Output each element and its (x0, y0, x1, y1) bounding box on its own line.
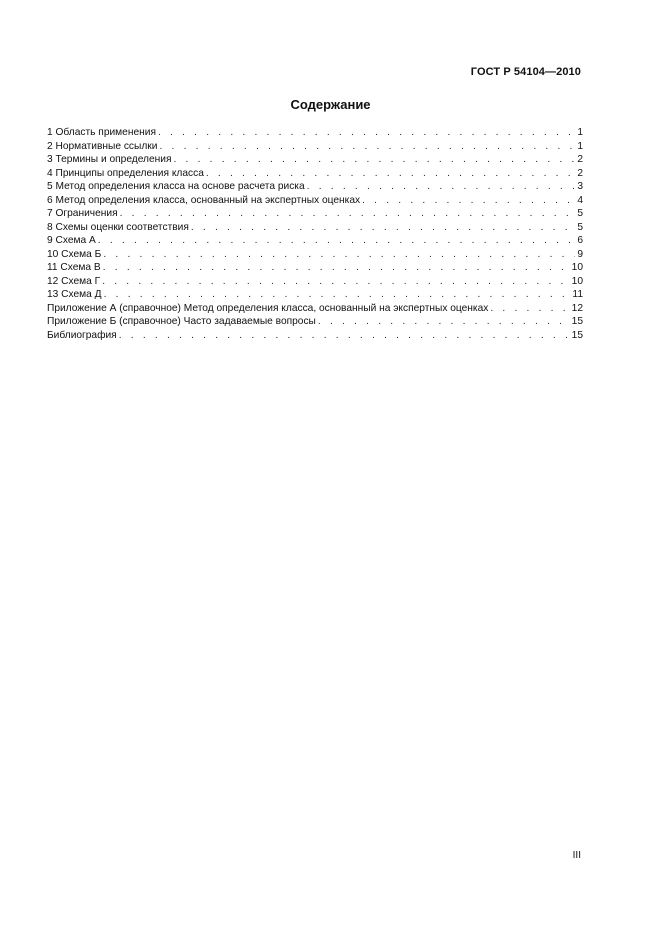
page-number: III (572, 850, 581, 861)
toc-entry[interactable] (47, 194, 583, 208)
toc-entry-page: 2 (577, 167, 583, 179)
toc-entry[interactable] (47, 315, 583, 329)
toc-entry-page: 2 (577, 154, 583, 165)
toc-entry-label: 10 Схема Б (47, 248, 102, 260)
toc-entry-page: 11 (572, 289, 583, 300)
toc-entry-page: 1 (577, 127, 583, 138)
toc-leader-dots (173, 153, 575, 167)
toc-leader-dots (159, 140, 575, 154)
toc-entry-label: 11 Схема В (47, 262, 101, 273)
toc-entry-page: 15 (571, 316, 583, 327)
toc-entry[interactable] (47, 329, 583, 343)
toc-entry-label: 4 Принципы определения класса (47, 167, 204, 179)
toc-entry-page: 3 (577, 181, 583, 192)
toc-entry[interactable] (47, 221, 583, 235)
toc-entry[interactable] (47, 140, 583, 154)
toc-entry[interactable] (47, 207, 583, 221)
toc-leader-dots (158, 126, 575, 140)
toc-entry[interactable] (47, 261, 583, 275)
page-title: Содержание (290, 97, 371, 112)
toc-entry-label: 12 Схема Г (47, 275, 101, 287)
toc-entry-label: 1 Область применения (47, 127, 156, 138)
toc-entry-page: 4 (577, 194, 583, 206)
toc-entry-page: 5 (577, 208, 583, 219)
document-id: ГОСТ Р 54104—2010 (470, 66, 581, 78)
toc-entry-label: 9 Схема А (47, 235, 96, 246)
toc-entry-label: 2 Нормативные ссылки (47, 140, 158, 152)
toc-leader-dots (98, 234, 576, 248)
toc-leader-dots (362, 194, 575, 208)
toc-entry-page: 9 (577, 248, 583, 260)
toc-entry[interactable] (47, 302, 583, 316)
toc-entry[interactable] (47, 153, 583, 167)
toc-entry[interactable] (47, 234, 583, 248)
toc-entry[interactable] (47, 167, 583, 181)
toc-leader-dots (490, 302, 569, 316)
toc-entry[interactable] (47, 126, 583, 140)
table-of-contents (47, 126, 583, 342)
toc-entry[interactable] (47, 248, 583, 262)
toc-leader-dots (104, 288, 571, 302)
toc-leader-dots (191, 221, 575, 235)
toc-entry-page: 10 (571, 262, 583, 273)
toc-leader-dots (103, 261, 570, 275)
toc-leader-dots (119, 329, 570, 343)
toc-entry-label: 3 Термины и определения (47, 154, 172, 165)
toc-leader-dots (318, 315, 570, 329)
toc-entry-label: Приложение Б (справочное) Часто задаваемые вопросы (47, 316, 316, 327)
toc-entry-page: 15 (571, 329, 583, 341)
toc-entry[interactable] (47, 288, 583, 302)
toc-entry-label: 7 Ограничения (47, 208, 118, 219)
toc-leader-dots (103, 248, 575, 262)
toc-entry-label: 6 Метод определения класса, основанный на экспертных оценках (47, 194, 361, 206)
toc-leader-dots (307, 180, 576, 194)
toc-entry-page: 5 (577, 221, 583, 233)
toc-entry-page: 10 (571, 275, 583, 287)
toc-entry-label: 8 Схемы оценки соответствия (47, 221, 189, 233)
toc-entry-label: 13 Схема Д (47, 289, 102, 300)
toc-leader-dots (120, 207, 576, 221)
toc-entry-page: 6 (577, 235, 583, 246)
toc-entry[interactable] (47, 275, 583, 289)
toc-leader-dots (206, 167, 575, 181)
toc-entry-page: 1 (577, 140, 583, 152)
toc-entry-label: Приложение А (справочное) Метод определения класса, основанный на экспертных оценках (47, 302, 489, 314)
toc-leader-dots (102, 275, 569, 289)
toc-entry-label: Библиография (47, 329, 117, 341)
toc-entry[interactable] (47, 180, 583, 194)
toc-entry-label: 5 Метод определения класса на основе расчета риска (47, 181, 305, 192)
toc-entry-page: 12 (571, 302, 583, 314)
